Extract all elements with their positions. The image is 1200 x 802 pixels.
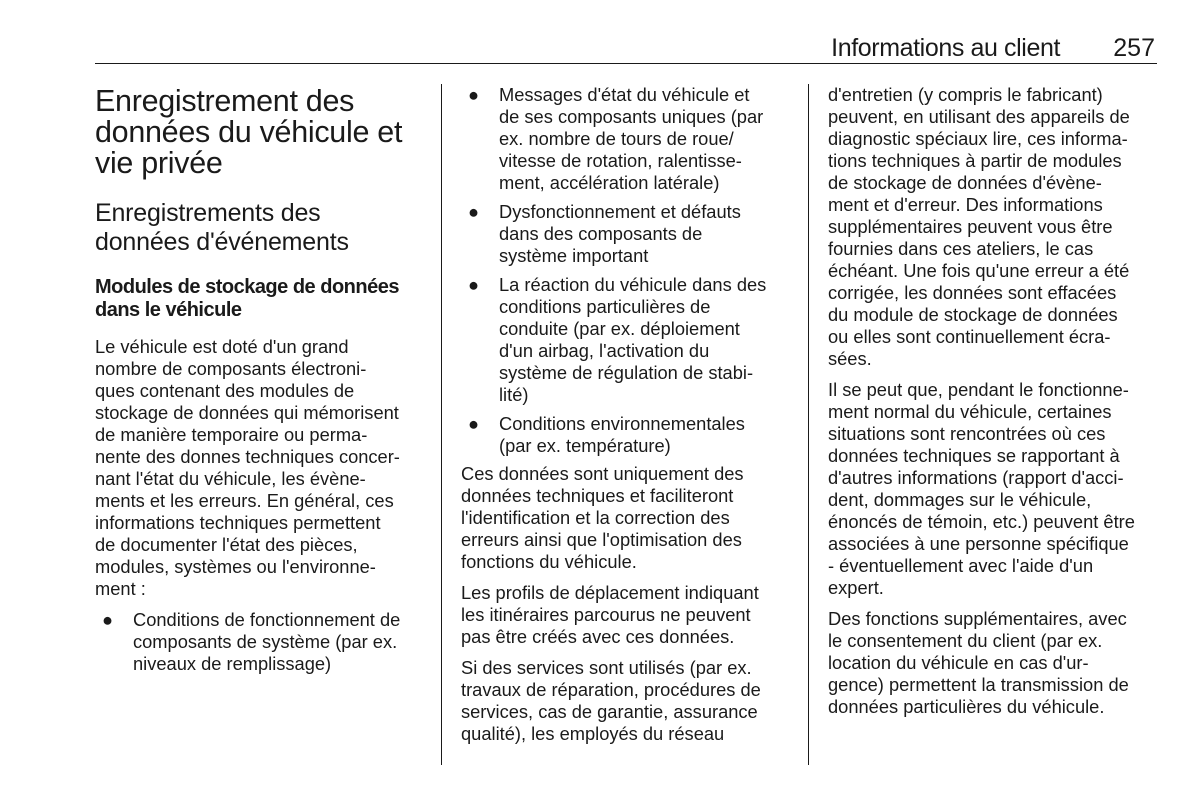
- column-divider: [808, 84, 809, 765]
- subsection-heading: Modules de stockage de données dans le véhicule: [95, 276, 399, 321]
- header-title: Informations au client: [831, 34, 1060, 62]
- bullet-icon: ●: [468, 84, 480, 105]
- column-2: [461, 84, 791, 754]
- paragraph: Les profils de déplacement indiquant les itinéraires parcourus ne peuvent pas être créés avec ces données.: [461, 582, 759, 647]
- column-1: [95, 86, 427, 682]
- list-item: ● La réaction du véhicule dans des conditions particulières de conduite (par ex. déploiement d'un airbag, l'activation du système de régulation de stabi- lité): [468, 274, 767, 405]
- column-3: [828, 84, 1158, 727]
- paragraph: d'entretien (y compris le fabricant) peuvent, en utilisant des appareils de diagnostic spéciaux lire, ces informa- tions techniques à partir de modules de stockage de données d'évène- ment et d'erreur. Des informations supplémentaires peuvent vous être fournies dans ces ateliers, le cas échéant. Une fois qu'une erreur a été corrigée, les données sont effacées du module de stockage de données ou elles sont continuellement écra- sées.: [828, 84, 1130, 369]
- main-heading: Enregistrement des données du véhicule et vie privée: [95, 84, 403, 180]
- list-item: ● Dysfonctionnement et défauts dans des composants de système important: [468, 201, 741, 266]
- bullet-icon: ●: [468, 413, 480, 434]
- list-item: ● Conditions de fonctionnement de composants de système (par ex. niveaux de remplissage): [102, 609, 401, 674]
- section-heading: Enregistrements des données d'événements: [95, 199, 349, 256]
- column-divider: [441, 84, 442, 765]
- bullet-list: [461, 84, 791, 457]
- bullet-icon: ●: [468, 274, 480, 295]
- bullet-icon: ●: [102, 609, 114, 630]
- paragraph: Il se peut que, pendant le fonctionne- ment normal du véhicule, certaines situations sont rencontrées où ces données techniques se rapportant à d'autres informations (rapport d'acci- dent, dommages sur le véhicule, énoncés de témoin, etc.) peuvent être associées à une personne spécifique - éventuellement avec l'aide d'un expert.: [828, 379, 1135, 598]
- paragraph: Le véhicule est doté d'un grand nombre de composants électroni- ques contenant des modules de stockage de données qui mémorisent de manière temporaire ou perma- nente des donnes techniques concer- nant l'état du véhicule, les évène- ments et les erreurs. En général, ces informations techniques permettent de documenter l'état des pièces, modules, systèmes ou l'environne- ment :: [95, 336, 400, 599]
- paragraph: Si des services sont utilisés (par ex. travaux de réparation, procédures de services, cas de garantie, assurance qualité), les employés du réseau: [461, 657, 761, 744]
- page-header: [95, 33, 1157, 64]
- bullet-icon: ●: [468, 201, 480, 222]
- bullet-list: [95, 609, 427, 675]
- list-item: ● Conditions environnementales (par ex. température): [468, 413, 745, 456]
- paragraph: Ces données sont uniquement des données techniques et faciliteront l'identification et la correction des erreurs ainsi que l'optimisation des fonctions du véhicule.: [461, 463, 744, 572]
- list-item: ● Messages d'état du véhicule et de ses composants uniques (par ex. nombre de tours de roue/ vitesse de rotation, ralentisse- ment, accélération latérale): [468, 84, 764, 193]
- paragraph: Des fonctions supplémentaires, avec le consentement du client (par ex. location du véhicule en cas d'ur- gence) permettent la transmission de données particulières du véhicule.: [828, 608, 1129, 717]
- page-number: 257: [1113, 34, 1155, 62]
